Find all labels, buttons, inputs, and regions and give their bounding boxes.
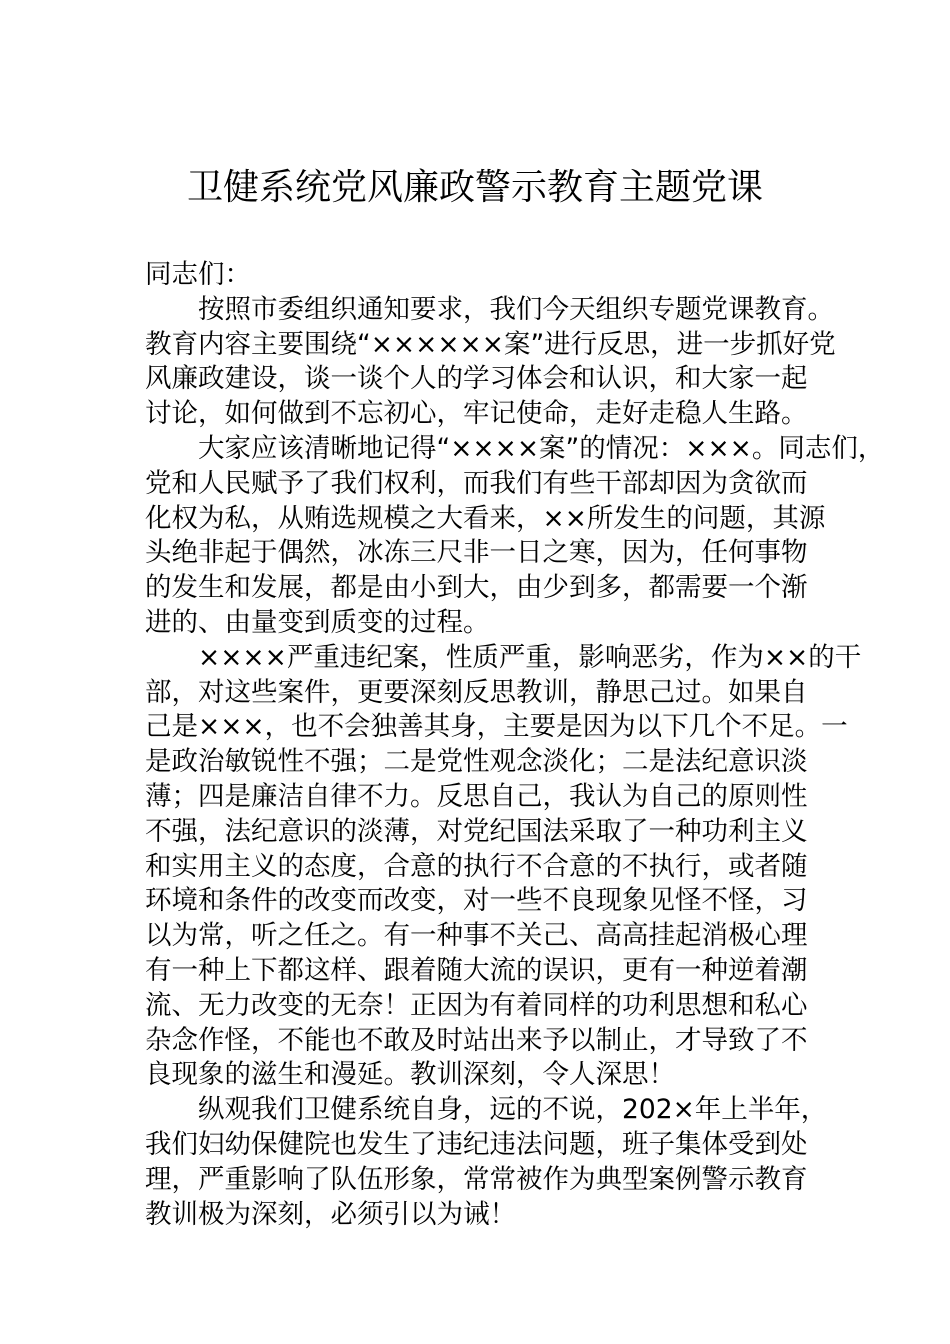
- paragraph-1: [145, 293, 836, 432]
- document-title: 卫健系统党风廉政警示教育主题党课: [186, 167, 763, 208]
- paragraph-line: 风廉政建设，谈一谈个人的学习体会和认识，和大家一起: [145, 363, 808, 395]
- paragraph-line: 大家应该清晰地记得“××××案”的情况：×××。同志们，: [198, 432, 885, 464]
- paragraph-line: 化权为私，从贿选规模之大看来，××所发生的问题，其源: [145, 502, 826, 534]
- paragraph-line: 良现象的滋生和漫延。教训深刻，令人深思！: [145, 1059, 675, 1091]
- paragraph-line: 讨论，如何做到不忘初心，牢记使命，走好走稳人生路。: [145, 398, 808, 430]
- paragraph-line: 头绝非起于偶然，冰冻三尺非一日之寒，因为，任何事物: [145, 537, 808, 569]
- paragraph-line: 杂念作怪，不能也不敢及时站出来予以制止，才导致了不: [145, 1024, 808, 1056]
- paragraph-3: [145, 641, 862, 1093]
- paragraph-line: 进的、由量变到质变的过程。: [145, 606, 490, 638]
- paragraph-line: 环境和条件的改变而改变，对一些不良现象见怪不怪，习: [145, 885, 808, 917]
- paragraph-line: 教训极为深刻，必须引以为诫！: [145, 1198, 516, 1230]
- paragraph-line: 我们妇幼保健院也发生了违纪违法问题，班子集体受到处: [145, 1128, 808, 1160]
- paragraph-line: 有一种上下都这样、跟着随大流的误识，更有一种逆着潮: [145, 954, 808, 986]
- paragraph-line: 以为常，听之任之。有一种事不关己、高高挂起消极心理: [145, 920, 808, 952]
- paragraph-line: 部，对这些案件，更要深刻反思教训，静思己过。如果自: [145, 676, 808, 708]
- paragraph-line: 是政治敏锐性不强；二是党性观念淡化；二是法纪意识淡: [145, 746, 808, 778]
- paragraph-line: 薄；四是廉洁自律不力。反思自己，我认为自己的原则性: [145, 780, 808, 812]
- paragraph-line: 的发生和发展，都是由小到大，由少到多，都需要一个渐: [145, 572, 808, 604]
- paragraph-line: 理，严重影响了队伍形象，常常被作为典型案例警示教育: [145, 1163, 808, 1195]
- paragraph-line: 教育内容主要围绕“××××××案”进行反思，进一步抓好党: [145, 328, 836, 360]
- document-body: [145, 258, 885, 1232]
- paragraph-line: 党和人民赋予了我们权利，而我们有些干部却因为贪欲而: [145, 467, 808, 499]
- paragraph-4: [145, 1093, 828, 1232]
- paragraph-line: 按照市委组织通知要求，我们今天组织专题党课教育。: [198, 293, 834, 325]
- paragraph-line: 不强，法纪意识的淡薄，对党纪国法采取了一种功利主义: [145, 815, 808, 847]
- salutation: 同志们：: [145, 259, 251, 290]
- paragraph-line: 己是×××，也不会独善其身，主要是因为以下几个不足。一: [145, 711, 848, 743]
- paragraph-2: [145, 432, 885, 641]
- paragraph-line: 流、无力改变的无奈！正因为有着同样的功利思想和私心: [145, 989, 808, 1021]
- paragraph-line: 和实用主义的态度，合意的执行不合意的不执行，或者随: [145, 850, 808, 882]
- paragraph-line: 纵观我们卫健系统自身，远的不说，202×年上半年，: [198, 1094, 828, 1126]
- paragraph-line: ××××严重违纪案，性质严重，影响恶劣，作为××的干: [198, 641, 862, 673]
